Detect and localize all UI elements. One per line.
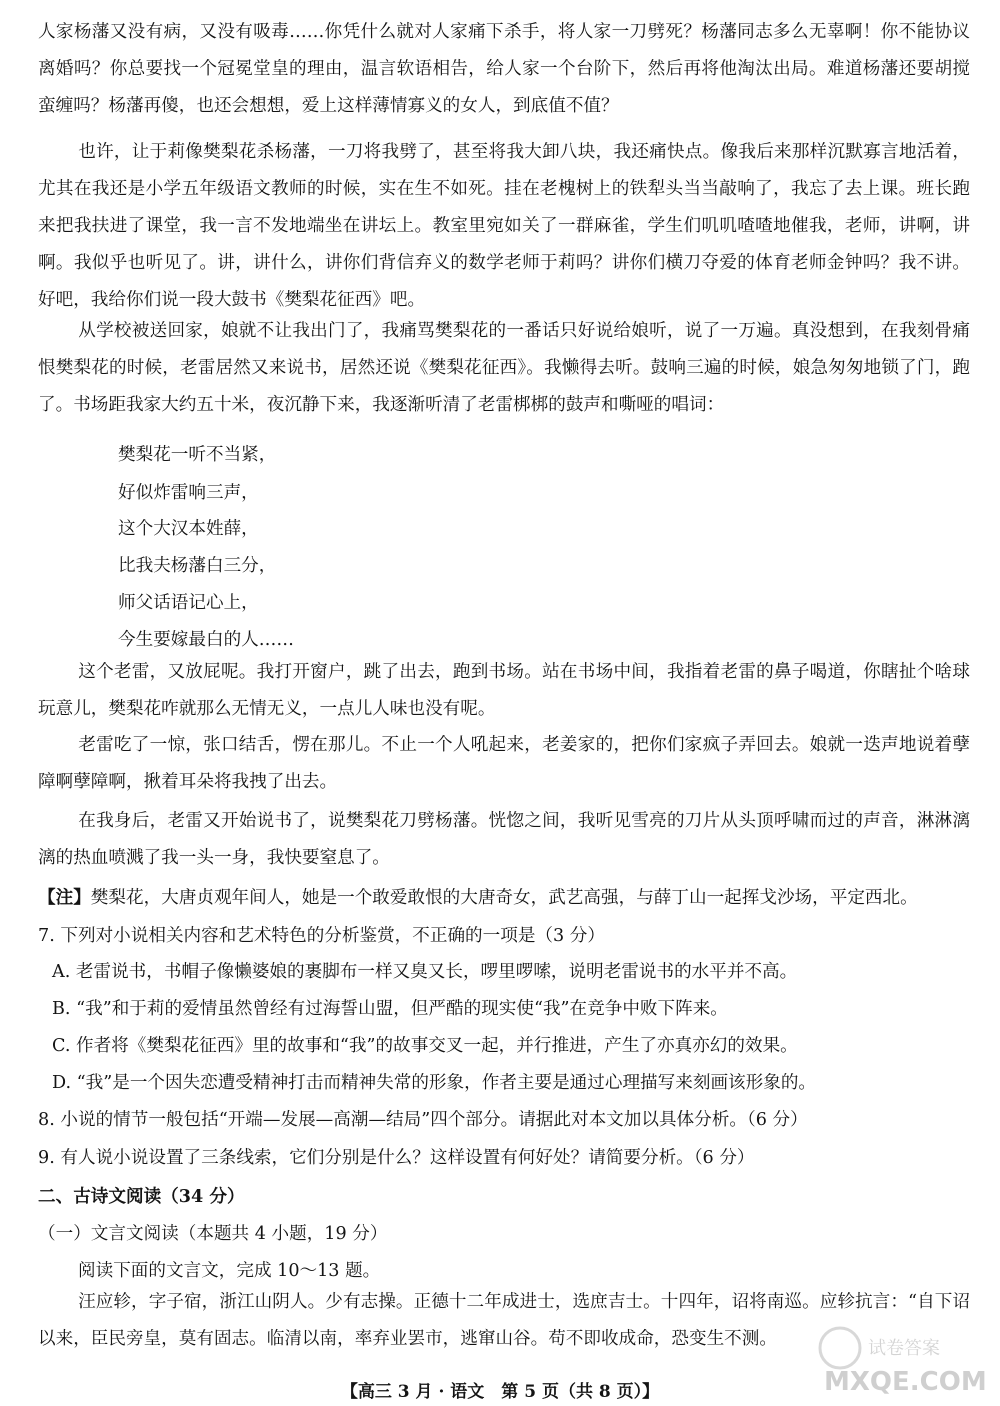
- question-7: 7. 下列对小说相关内容和艺术特色的分析鉴赏，不正确的一项是（3 分）: [38, 926, 605, 946]
- q7-option-a: A. 老雷说书，书帽子像懒婆娘的裹脚布一样又臭又长，啰里啰嗦，说明老雷说书的水平并不高。: [52, 962, 798, 982]
- paragraph-2: [38, 134, 970, 319]
- poem-line-2: 好似炸雷响三声，: [118, 483, 259, 503]
- subsection-heading: （一）文言文阅读（本题共 4 小题，19 分）: [38, 1224, 388, 1244]
- paragraph-2-text: 也许，让于莉像樊梨花杀杨藩，一刀将我劈了，甚至将我大卸八块，我还痛快点。像我后来那样沉默寡言地活着，尤其在我还是小学五年级语文教师的时候，实在生不如死。挂在老槐树上的铁犁头当当敲响了，我忘了去上课。班长跑来把我扶进了课堂，我一言不发地端坐在讲坛上。教室里宛如关了一群麻雀，学生们叽叽喳喳地催我，老师，讲啊，讲啊。我似乎也听见了。讲，讲什么，讲你们背信弃义的数学老师于莉吗？讲你们横刀夺爱的体育老师金钟吗？我不讲。好吧，我给你们说一段大鼓书《樊梨花征西》吧。: [38, 142, 970, 310]
- paragraph-1: 人家杨藩又没有病，又没有吸毒……你凭什么就对人家痛下杀手，将人家一刀劈死？杨藩同志多么无辜啊！你不能协议离婚吗？你总要找一个冠冕堂皇的理由，温言软语相告，给人家一个台阶下，然后再将他淘汰出局。难道杨藩还要胡搅蛮缠吗？杨藩再傻，也还会想想，爱上这样薄情寡义的女人，到底值不值？: [38, 22, 970, 116]
- note-text: 樊梨花，大唐贞观年间人，她是一个敢爱敢恨的大唐奇女，武艺高强，与薛丁山一起挥戈沙场，平定西北。: [90, 888, 918, 908]
- q7-option-c: C. 作者将《樊梨花征西》里的故事和“我”的故事交叉一起，并行推进，产生了亦真亦幻的效果。: [52, 1036, 798, 1056]
- instruction: 阅读下面的文言文，完成 10～13 题。: [78, 1261, 381, 1281]
- paragraph-3-text: 从学校被送回家，娘就不让我出门了，我痛骂樊梨花的一番话只好说给娘听，说了一万遍。真没想到，在我刻骨痛恨樊梨花的时候，老雷居然又来说书，居然还说《樊梨花征西》。我懒得去听。鼓响三遍的时候，娘急匆匆地锁了门，跑了。书场距我家大约五十米，夜沉静下来，我逐渐听清了老雷梆梆的鼓声和嘶哑的唱词：: [38, 321, 970, 415]
- watermark-logo: [818, 1312, 988, 1400]
- paragraph-6-text: 在我身后，老雷又开始说书了，说樊梨花刀劈杨藩。恍惚之间，我听见雪亮的刀片从头顶呼啸而过的声音，淋淋漓漓的热血喷溅了我一头一身，我快要窒息了。: [38, 811, 970, 868]
- question-8: 8. 小说的情节一般包括“开端—发展—高潮—结局”四个部分。请据此对本文加以具体分析。（6 分）: [38, 1110, 808, 1130]
- paragraph-4: [38, 654, 970, 728]
- paragraph-5: [38, 727, 970, 801]
- poem-line-4: 比我夫杨藩白三分，: [118, 556, 277, 576]
- question-9: 9. 有人说小说设置了三条线索，它们分别是什么？这样设置有何好处？请简要分析。（6 分）: [38, 1148, 755, 1168]
- paragraph-6: [38, 803, 970, 877]
- note-label: 【注】: [38, 887, 91, 908]
- watermark-circle: [820, 1328, 860, 1368]
- paragraph-4-text: 这个老雷，又放屁呢。我打开窗户，跳了出去，跑到书场。站在书场中间，我指着老雷的鼻子喝道，你瞎扯个啥球玩意儿，樊梨花咋就那么无情无义，一点儿人味也没有呢。: [38, 662, 970, 719]
- q7-option-d: D. “我”是一个因失恋遭受精神打击而精神失常的形象，作者主要是通过心理描写来刻画该形象的。: [52, 1073, 817, 1093]
- watermark-label: 试卷答案: [868, 1338, 940, 1359]
- poem-line-3: 这个大汉本姓薛，: [118, 519, 259, 539]
- q7-option-b: B. “我”和于莉的爱情虽然曾经有过海誓山盟，但严酷的现实使“我”在竞争中败下阵来。: [52, 999, 728, 1019]
- note: [38, 886, 918, 910]
- paragraph-5-text: 老雷吃了一惊，张口结舌，愣在那儿。不止一个人吼起来，老姜家的，把你们家疯子弄回去。娘就一迭声地说着孽障啊孽障啊，揪着耳朵将我拽了出去。: [38, 735, 970, 792]
- poem-line-1: 樊梨花一听不当紧，: [118, 445, 277, 465]
- poem-line-6: 今生要嫁最白的人……: [118, 630, 294, 650]
- classical-text-body: 汪应轸，字子宿，浙江山阴人。少有志操。正德十二年成进士，选庶吉士。十四年，诏将南巡。应轸抗言：“自下诏以来，臣民旁皇，莫有固志。临清以南，率弃业罢市，逃窜山谷。苟不即收成命，恐变生不测。: [38, 1292, 970, 1349]
- paragraph-3: [38, 313, 970, 424]
- page-footer: 【高三 3 月 · 语文 第 5 页（共 8 页）】: [340, 1382, 660, 1402]
- poem-line-5: 师父话语记心上，: [118, 593, 259, 613]
- section-heading: 二、古诗文阅读（34 分）: [38, 1186, 245, 1207]
- watermark-text: MXQE.COM: [824, 1367, 987, 1397]
